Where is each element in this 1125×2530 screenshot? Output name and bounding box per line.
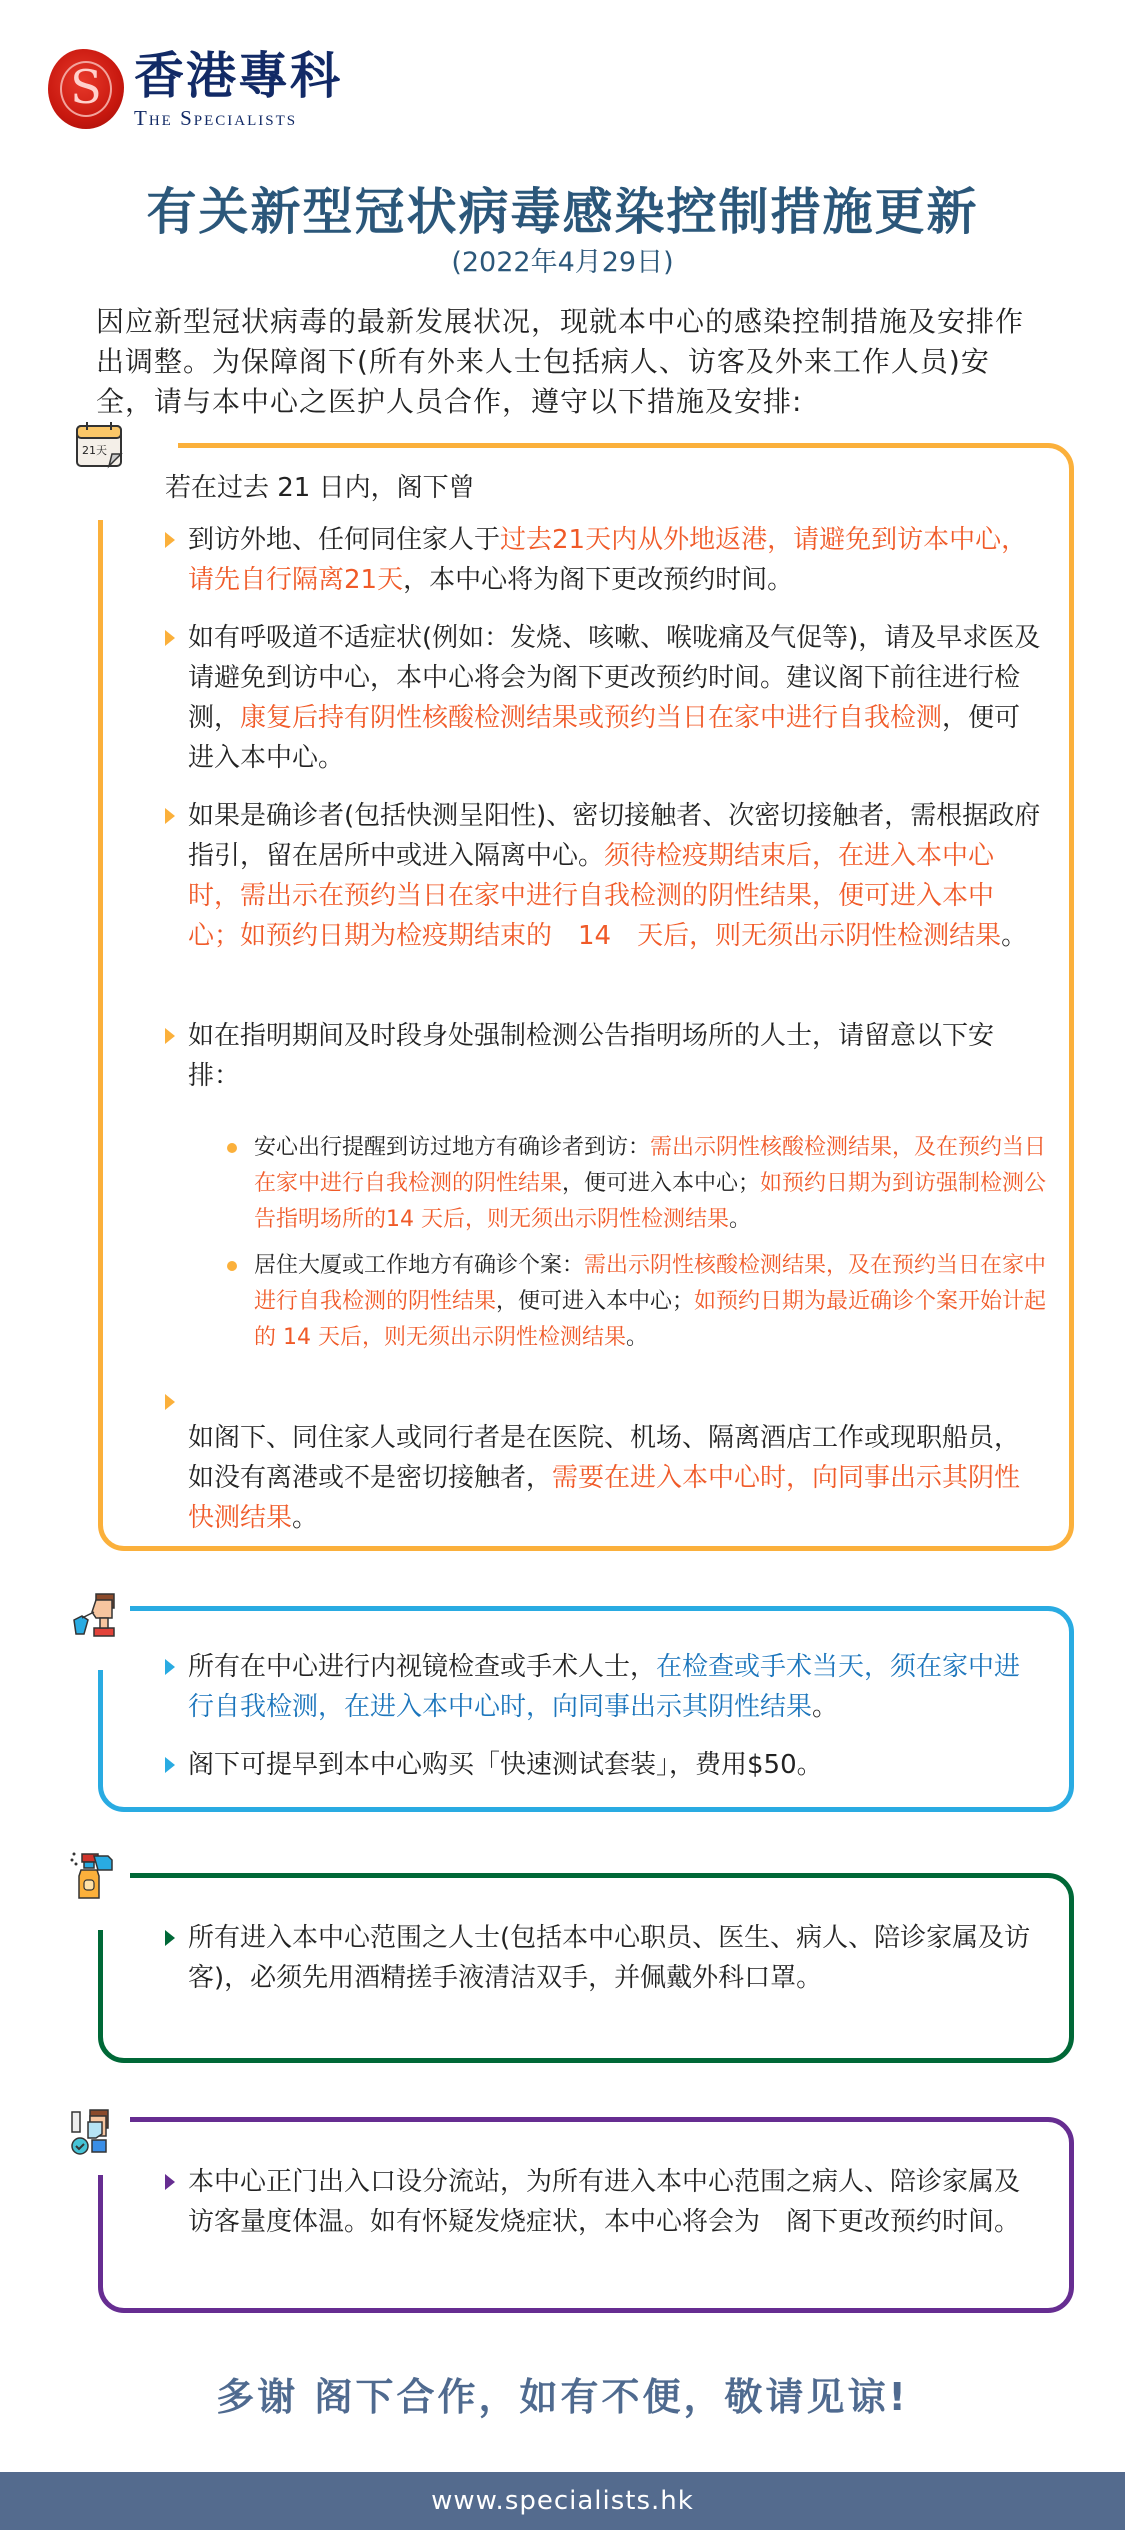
logo <box>48 45 342 131</box>
bullet-triangle-icon <box>165 1757 175 1773</box>
list-item: 如阁下、同住家人或同行者是在医院、机场、隔离酒店工作或现职船员，如没有离港或不是密切接触者，需要在进入本中心时，向同事出示其阴性快测结果。 <box>165 1398 1045 1538</box>
website-link[interactable]: www.specialists.hk <box>431 2486 694 2516</box>
intro-paragraph: 因应新型冠状病毒的最新发展状况，现就本中心的感染控制措施及安排作出调整。为保障阁下(所有外来人士包括病人、访客及外来工作人员)安全，请与本中心之医护人员合作，遵守以下措施及安排: <box>96 305 1025 418</box>
list-item: 阁下可提早到本中心购买「快速测试套装」，费用$50。 <box>165 1745 1045 1785</box>
testing-measures-box <box>98 1606 1074 1812</box>
bullet-triangle-icon <box>165 532 175 548</box>
travel-lead: 若在过去 21 日内，阁下曾 <box>165 473 475 503</box>
temperature-check-box <box>98 2117 1074 2313</box>
logo-name-en: The Specialists <box>134 106 298 130</box>
nasal-swab-test-icon <box>68 1588 124 1644</box>
calendar-21-days-icon <box>74 420 130 476</box>
sub-list-item: 居住大厦或工作地方有确诊个案：需出示阴性核酸检测结果，及在预约当日在家中进行自我检测的阴性结果，便可进入本中心；如预约日期为最近确诊个案开始计起的 14 天后，则无须出示阴性检测结果。 <box>227 1248 1047 1356</box>
temperature-check-icon <box>68 2106 124 2162</box>
footer <box>0 2472 1125 2530</box>
bullet-dot-icon <box>227 1261 237 1271</box>
svg-text:21天: 21天 <box>82 444 107 457</box>
travel-measures-box <box>98 443 1074 1551</box>
list-item: 到访外地、任何同住家人于过去21天内从外地返港，请避免到访本中心，请先自行隔离21天，本中心将为阁下更改预约时间。 <box>165 520 1045 600</box>
list-item: 所有进入本中心范围之人士(包括本中心职员、医生、病人、陪诊家属及访客)，必须先用酒精搓手液清洁双手，并佩戴外科口罩。 <box>165 1918 1045 1998</box>
page-title: 有关新型冠状病毒感染控制措施更新 <box>146 183 979 241</box>
thanks-message: 多谢 阁下合作，如有不便，敬请见谅! <box>216 2375 909 2419</box>
sub-list-item: 安心出行提醒到访过地方有确诊者到访：需出示阴性核酸检测结果，及在预约当日在家中进行自我检测的阴性结果，便可进入本中心；如预约日期为到访强制检测公告指明场所的14 天后，则无须出示阴性检测结果。 <box>227 1130 1047 1238</box>
list-item: 如在指明期间及时段身处强制检测公告指明场所的人士，请留意以下安排： <box>165 1016 1045 1096</box>
list-item: 如有呼吸道不适症状(例如：发烧、咳嗽、喉咙痛及气促等)，请及早求医及请避免到访中心，本中心将会为阁下更改预约时间。建议阁下前往进行检测，康复后持有阴性核酸检测结果或预约当日在家中进行自我检测，便可进入本中心。 <box>165 618 1045 778</box>
bullet-triangle-icon <box>165 630 175 646</box>
page-date: (2022年4月29日) <box>451 247 674 278</box>
list-item: 如果是确诊者(包括快测呈阳性)、密切接触者、次密切接触者，需根据政府指引，留在居所中或进入隔离中心。须待检疫期结束后，在进入本中心时，需出示在预约当日在家中进行自我检测的阴性结果，便可进入本中心；如预约日期为检疫期结束的 14 天后，则无须出示阴性检测结果。 <box>165 796 1045 956</box>
bullet-triangle-icon <box>165 2174 175 2190</box>
bullet-triangle-icon <box>165 1394 175 1410</box>
bullet-triangle-icon <box>165 1659 175 1675</box>
list-item: 所有在中心进行内视镜检查或手术人士，在检查或手术当天，须在家中进行自我检测，在进入本中心时，向同事出示其阴性结果。 <box>165 1647 1045 1727</box>
bullet-triangle-icon <box>165 1028 175 1044</box>
bullet-triangle-icon <box>165 1930 175 1946</box>
bullet-triangle-icon <box>165 808 175 824</box>
hygiene-measures-box <box>98 1873 1074 2063</box>
list-item: 本中心正门出入口设分流站，为所有进入本中心范围之病人、陪诊家属及访客量度体温。如有怀疑发烧症状，本中心将会为 阁下更改预约时间。 <box>165 2162 1045 2242</box>
sanitizer-spray-icon <box>68 1848 124 1904</box>
logo-name-cn: 香港專科 <box>134 46 342 105</box>
wax-seal-icon: S <box>48 45 124 131</box>
bullet-dot-icon <box>227 1143 237 1153</box>
